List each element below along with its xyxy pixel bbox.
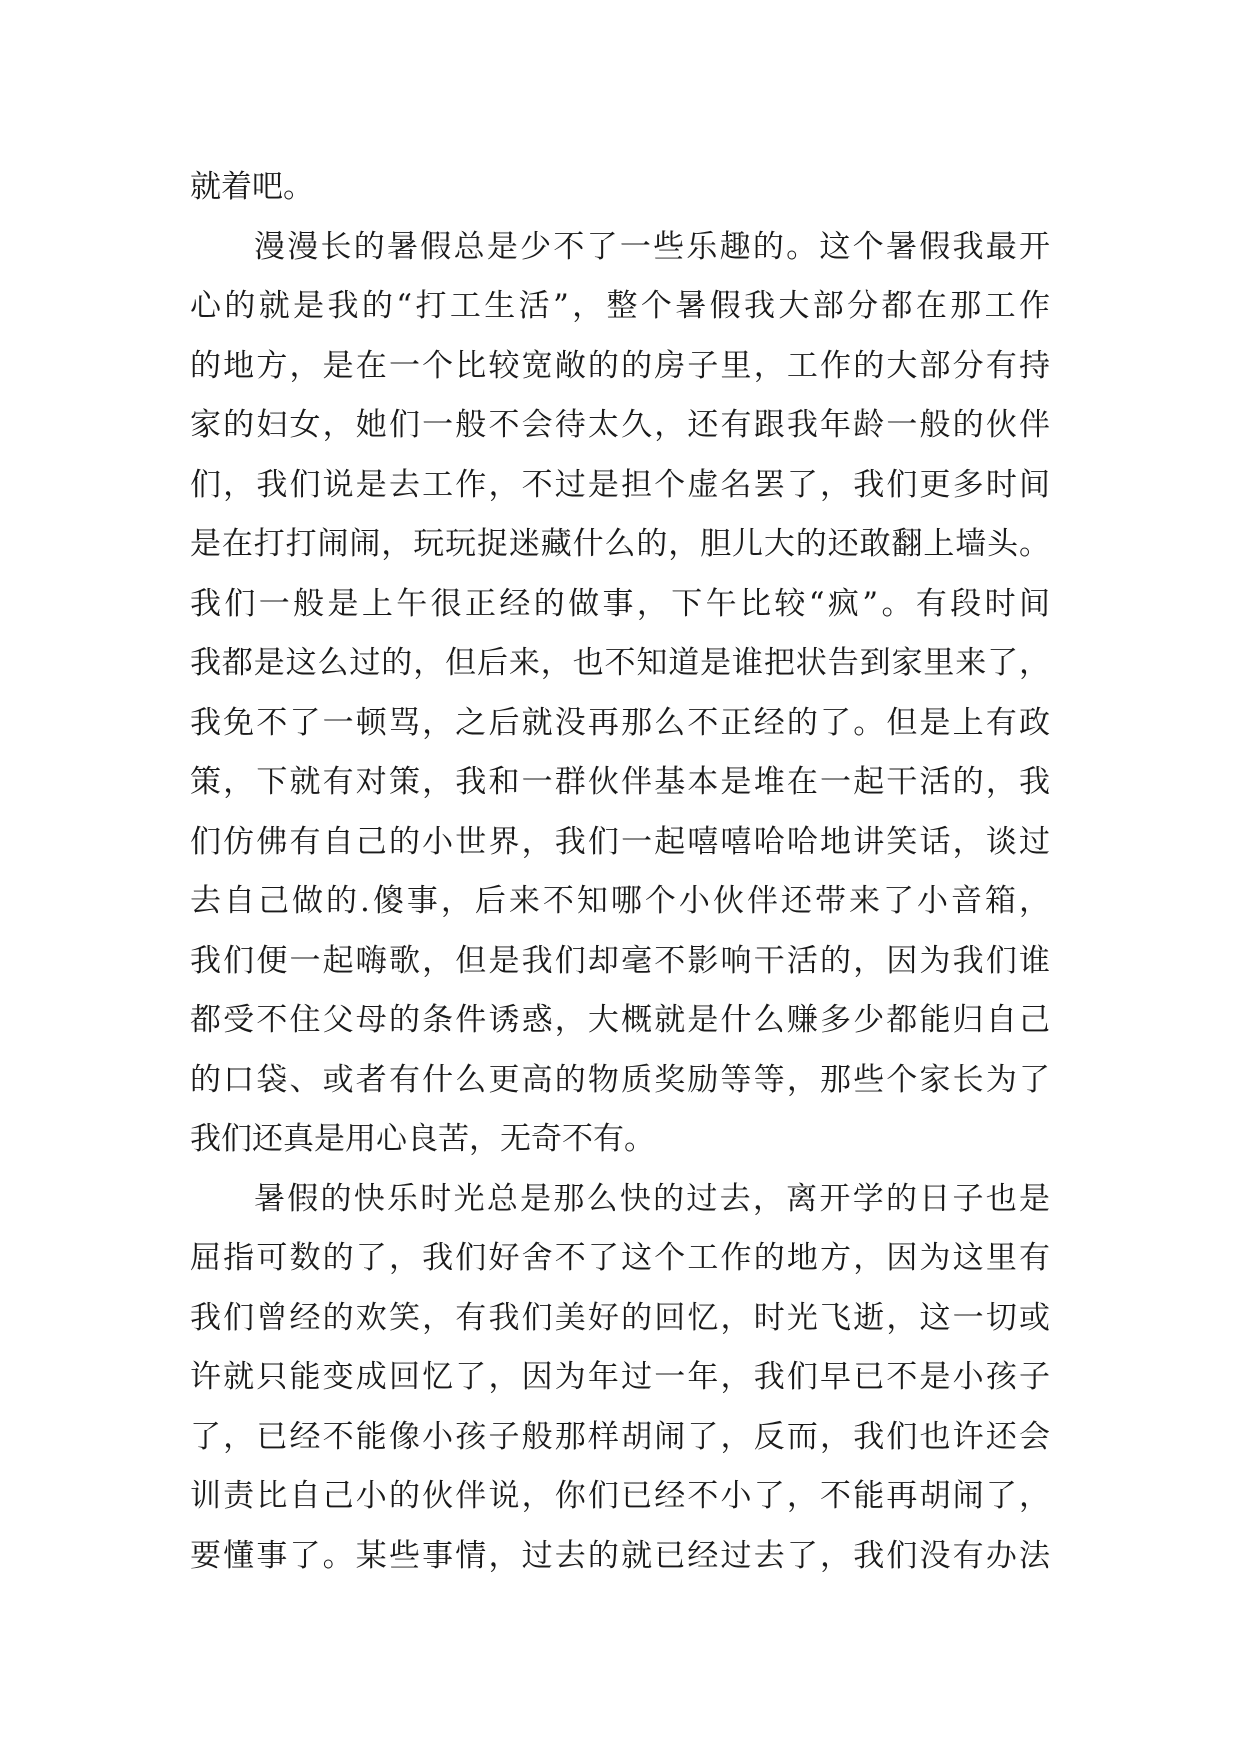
text-line: 我免不了一顿骂，之后就没再那么不正经的了。但是上有政	[190, 704, 1050, 741]
text-line: 就着吧。	[190, 169, 314, 205]
body-text	[190, 158, 1050, 1586]
text-line: 的地方，是在一个比较宽敞的的房子里，工作的大部分有持	[190, 347, 1050, 384]
text-line: 去自己做的.傻事，后来不知哪个小伙伴还带来了小音箱，	[190, 883, 1050, 919]
text-line: 是在打打闹闹，玩玩捉迷藏什么的，胆儿大的还敢翻上墙头。	[190, 526, 1050, 562]
text-line: 要懂事了。某些事情，过去的就已经过去了，我们没有办法	[190, 1537, 1050, 1574]
text-line: 训责比自己小的伙伴说，你们已经不小了，不能再胡闹了，	[190, 1478, 1050, 1514]
text-line: 许就只能变成回忆了，因为年过一年，我们早已不是小孩子	[190, 1359, 1050, 1395]
text-line: 们仿佛有自己的小世界，我们一起嘻嘻哈哈地讲笑话，谈过	[190, 823, 1050, 860]
text-line: 我都是这么过的，但后来，也不知道是谁把状告到家里来了，	[190, 645, 1050, 681]
text-line: 家的妇女，她们一般不会待太久，还有跟我年龄一般的伙伴	[190, 407, 1050, 443]
text-line: 了，已经不能像小孩子般那样胡闹了，反而，我们也许还会	[190, 1418, 1050, 1455]
text-line: 我们还真是用心良苦，无奇不有。	[190, 1121, 655, 1157]
text-line: 心的就是我的“打工生活”，整个暑假我大部分都在那工作	[190, 288, 1050, 324]
text-line: 的口袋、或者有什么更高的物质奖励等等，那些个家长为了	[190, 1061, 1050, 1098]
text-line: 策，下就有对策，我和一群伙伴基本是堆在一起干活的，我	[190, 764, 1050, 800]
text-line: 我们曾经的欢笑，有我们美好的回忆，时光飞逝，这一切或	[190, 1299, 1050, 1336]
text-line: 漫漫长的暑假总是少不了一些乐趣的。这个暑假我最开	[254, 228, 1050, 265]
text-line: 都受不住父母的条件诱惑，大概就是什么赚多少都能归自己	[190, 1002, 1050, 1038]
text-line: 暑假的快乐时光总是那么快的过去，离开学的日子也是	[254, 1180, 1050, 1217]
text-line: 我们便一起嗨歌，但是我们却毫不影响干活的，因为我们谁	[190, 942, 1050, 979]
text-line: 屈指可数的了，我们好舍不了这个工作的地方，因为这里有	[190, 1240, 1050, 1276]
text-line: 们，我们说是去工作，不过是担个虚名罢了，我们更多时间	[190, 466, 1050, 503]
text-line: 我们一般是上午很正经的做事，下午比较“疯”。有段时间	[190, 585, 1050, 622]
